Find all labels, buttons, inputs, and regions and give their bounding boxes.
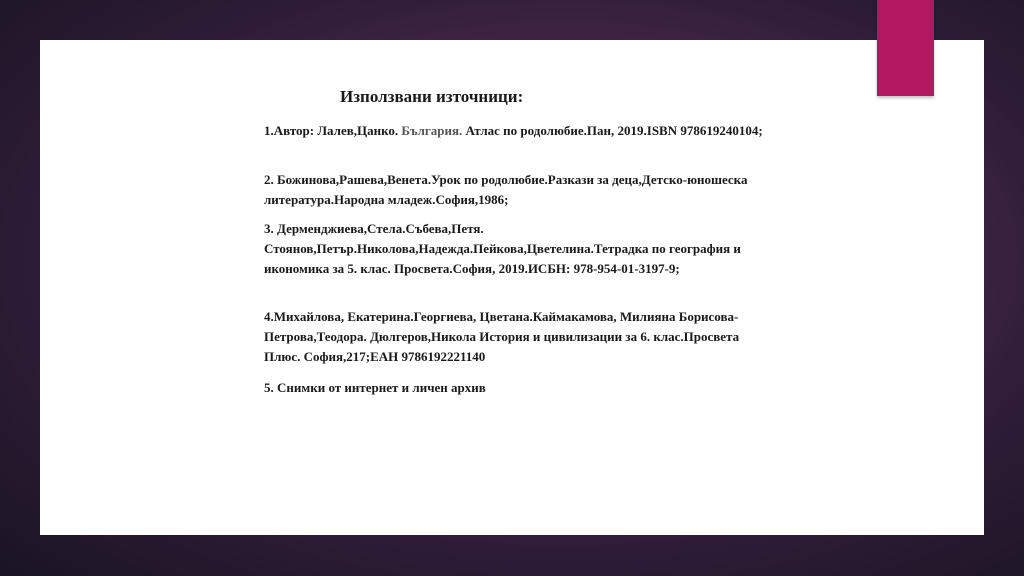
source-1-prefix: 1.Автор: Лалев,Цанко.	[264, 123, 402, 138]
slide-content-area	[40, 40, 984, 535]
source-item-5: 5. Снимки от интернет и личен архив	[264, 380, 486, 395]
source-1-suffix: Атлас по родолюбие.Пан, 2019.ISBN 978619240104;	[462, 123, 763, 138]
page-title: Използвани източници:	[340, 87, 524, 106]
source-item-4: 4.Михайлова, Екатерина.Георгиева, Цветана.Каймакамова, Милияна Борисова-Петрова,Теодора. Дюлгеров,Никола История и цивилизации за 6. клас.Просвета Плюс. София,217;ЕАН 9786192221140	[264, 309, 740, 364]
source-item-3: 3. Дерменджиева,Стела.Събева,Петя. Стоянов,Петър.Николова,Надежда.Пейкова,Цветелина.Тетрадка по география и икономика за 5. клас. Просвета.София, 2019.ИСБН: 978-954-01-3197-9;	[264, 221, 741, 276]
source-item-1	[264, 121, 764, 141]
source-1-highlight: България.	[401, 123, 463, 138]
source-item-2: 2. Божинова,Рашева,Венета.Урок по родолюбие.Разкази за деца,Детско-юношеска литература.Народна младеж.София,1986;	[264, 172, 748, 207]
accent-tab	[877, 0, 934, 96]
